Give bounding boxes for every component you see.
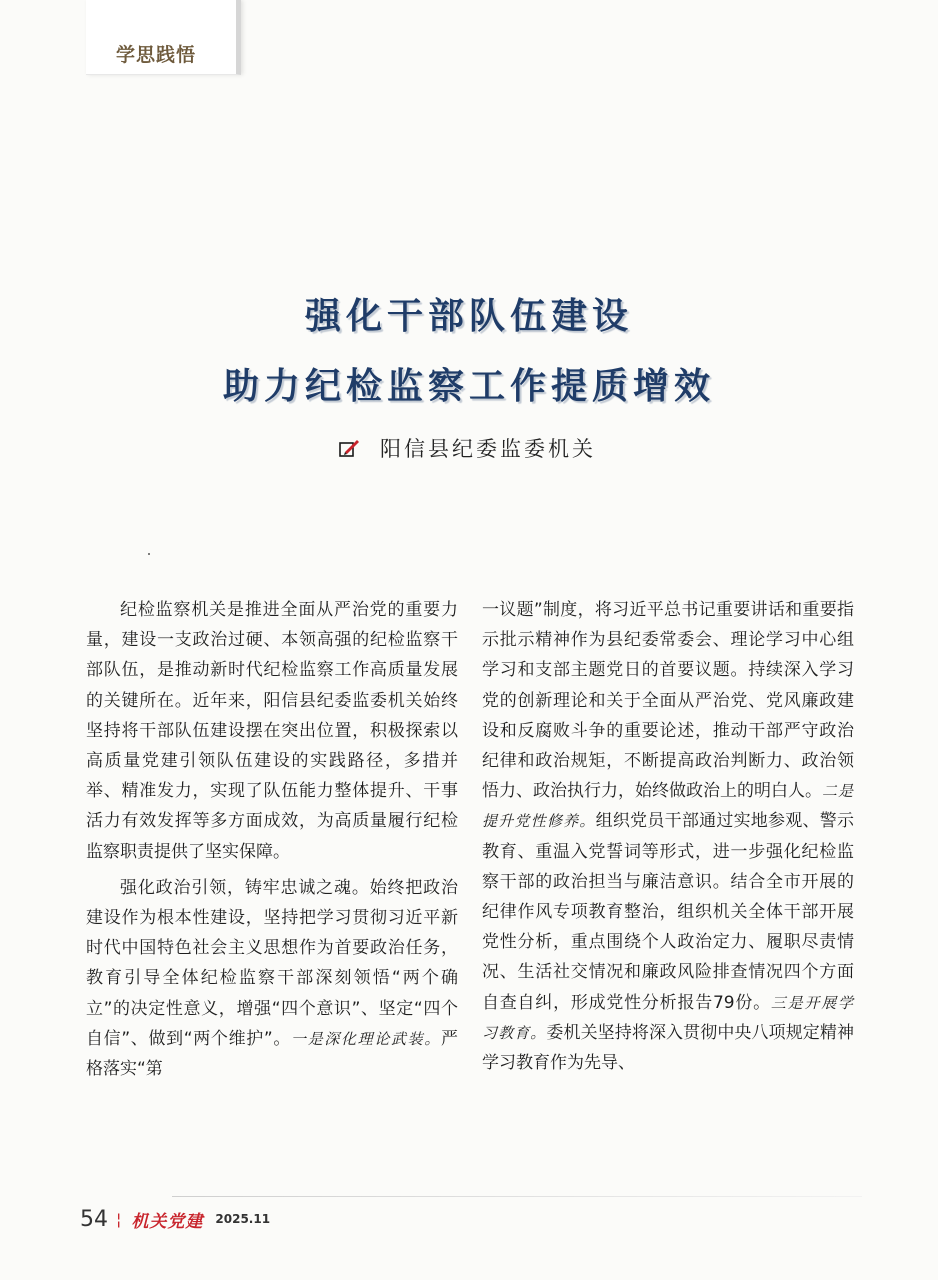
column-right bbox=[482, 595, 854, 1084]
footer-rule bbox=[172, 1196, 862, 1197]
stray-dot bbox=[148, 553, 150, 555]
emphasis-point-1: 一是深化理论武装。 bbox=[291, 1029, 441, 1048]
author: 阳信县纪委监委机关 bbox=[380, 437, 596, 461]
page-number: 54 bbox=[80, 1206, 108, 1232]
footer bbox=[80, 1204, 270, 1234]
paragraph-2-tail: 严格落实“第 bbox=[86, 1028, 458, 1080]
paragraph-3-text-1: 一议题”制度，将习近平总书记重要讲话和重要指示批示精神作为县纪委常委会、理论学习中心组学习和支部主题党日的首要议题。持续深入学习党的创新理论和关于全面从严治党、党风廉政建设和反腐败斗争的重要论述，推动干部严守政治纪律和政治规矩，不断提高政治判断力、政治领悟力、政治执行力，始终做政治上的明白人。 bbox=[482, 600, 854, 802]
paragraph-3-text-3: 委机关坚持将深入贯彻中央八项规定精神学习教育作为先导、 bbox=[482, 1022, 854, 1074]
emphasis-point-3: 三是开展学习教育。 bbox=[482, 993, 854, 1042]
paragraph-3 bbox=[482, 595, 854, 1078]
column-left bbox=[86, 595, 458, 1090]
issue-date: 2025.11 bbox=[215, 1212, 271, 1226]
emphasis-point-2: 二是提升党性修养。 bbox=[482, 782, 855, 831]
article-title-line2: 助力纪检监察工作提质增效 bbox=[222, 366, 715, 407]
paragraph-2 bbox=[86, 873, 458, 1084]
paragraph-2-text: 强化政治引领，铸牢忠诚之魂。始终把政治建设作为根本性建设，坚持把学习贯彻习近平新时代中国特色社会主义思想作为首要政治任务，教育引导全体纪检监察干部深刻领悟“两个确立”的决定性意义，增强“四个意识”、坚定“四个自信”、做到“两个维护”。 bbox=[86, 877, 458, 1049]
pen-icon bbox=[338, 437, 360, 459]
footer-separator: ¦ bbox=[116, 1209, 122, 1229]
author-line bbox=[338, 432, 596, 464]
paragraph-3-text-2: 组织党员干部通过实地参观、警示教育、重温入党誓词等形式，进一步强化纪检监察干部的政治担当与廉洁意识。结合全市开展的纪律作风专项教育整治，组织机关全体干部开展党性分析，重点围绕个人政治定力、履职尽责情况、生活社交情况和廉政风险排查情况四个方面自查自纠，形成党性分析报告79份。 bbox=[482, 811, 854, 1013]
article-title-line1: 强化干部队伍建设 bbox=[304, 296, 633, 337]
paragraph-1: 纪检监察机关是推进全面从严治党的重要力量，建设一支政治过硬、本领高强的纪检监察干部队伍，是推动新时代纪检监察工作高质量发展的关键所在。近年来，阳信县纪委监委机关始终坚持将干部队伍建设摆在突出位置，积极探索以高质量党建引领队伍建设的实践路径，多措并举、精准发力，实现了队伍能力整体提升、干事活力有效发挥等多方面成效，为高质量履行纪检监察职责提供了坚实保障。 bbox=[86, 600, 458, 862]
section-tab bbox=[86, 0, 241, 75]
section-label: 学思践悟 bbox=[116, 44, 197, 66]
magazine-name: 机关党建 bbox=[131, 1211, 204, 1232]
